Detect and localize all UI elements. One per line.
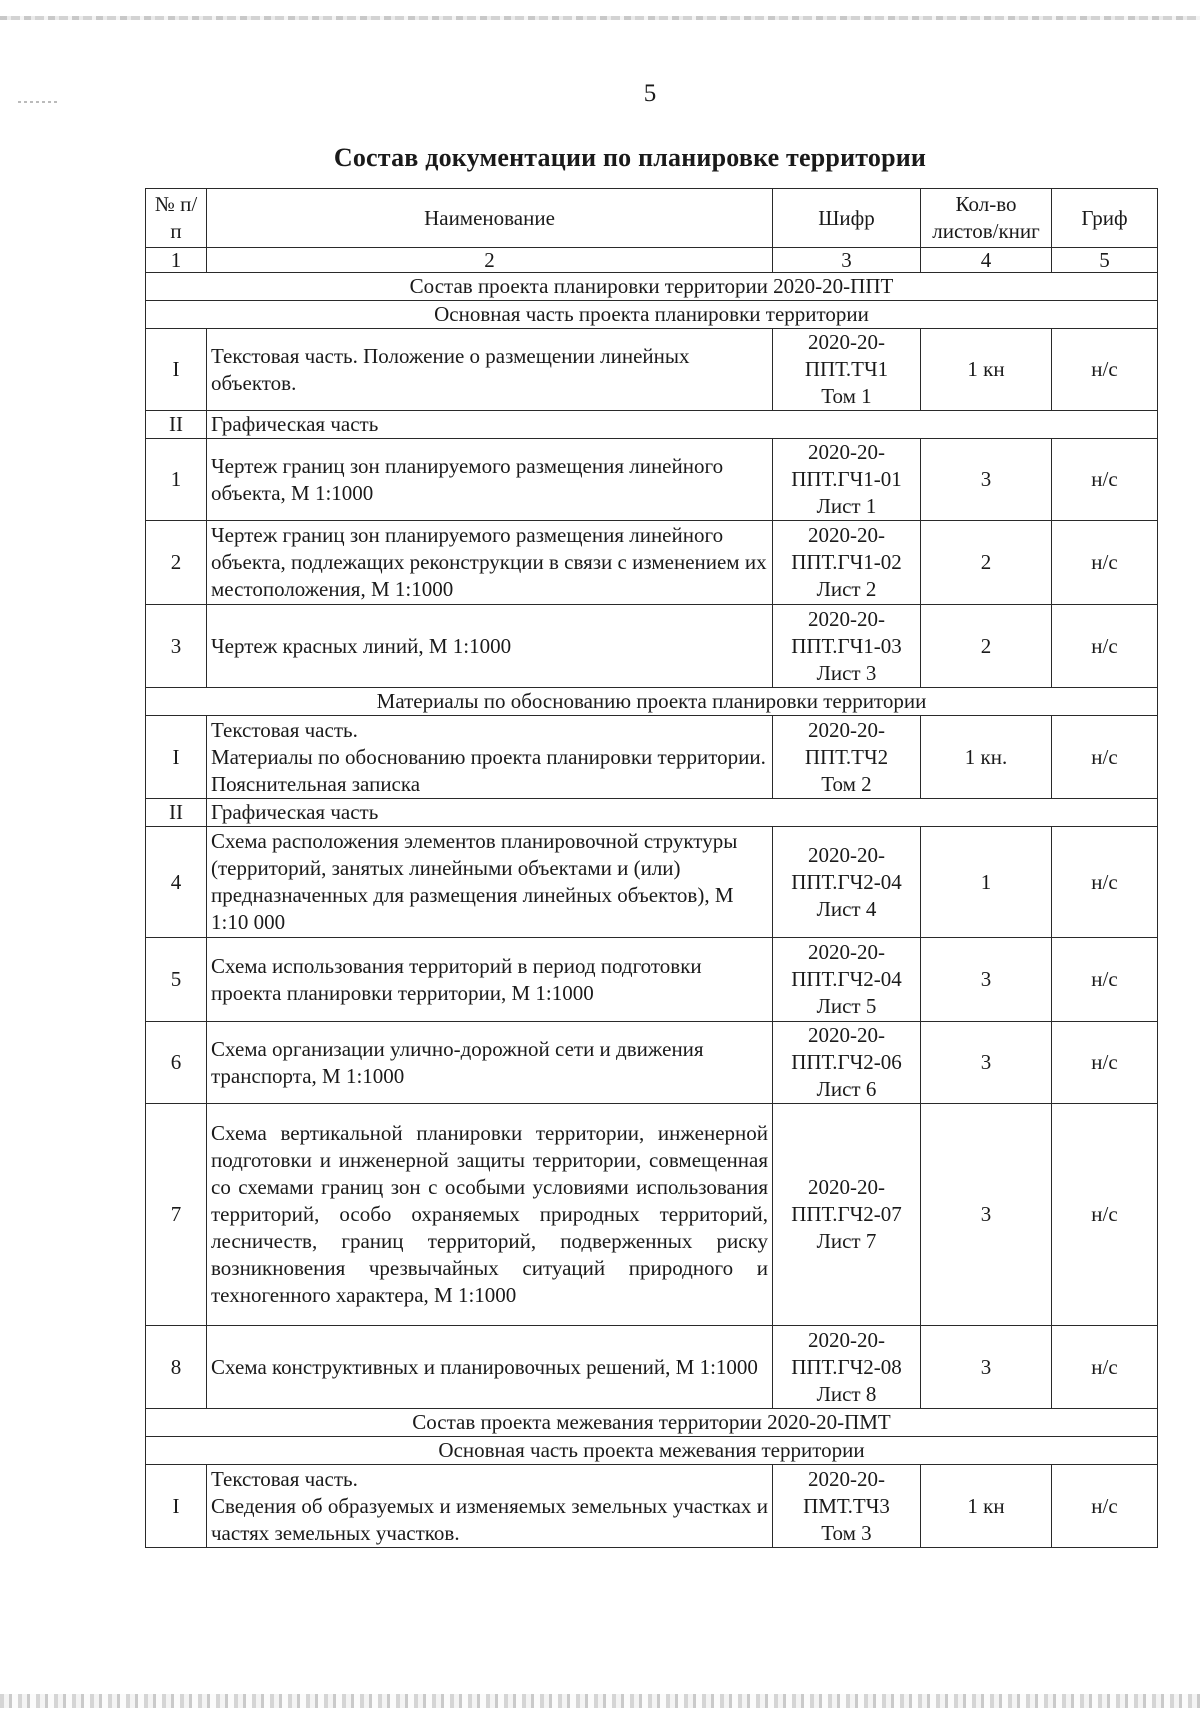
row-qty: 3 [921, 938, 1052, 1022]
subsection-title: Графическая часть [207, 799, 1158, 827]
documentation-table [145, 188, 1158, 1548]
row-number: I [146, 329, 207, 411]
section-title: Материалы по обоснованию проекта планировки территории [146, 688, 1158, 716]
row-cipher: 2020-20- ППТ.ГЧ2-06 Лист 6 [773, 1022, 921, 1104]
row-qty: 1 [921, 827, 1052, 938]
row-qty: 3 [921, 1104, 1052, 1326]
column-number-row [146, 248, 1158, 273]
table-row [146, 521, 1158, 605]
row-number: II [146, 411, 207, 439]
row-name: Схема конструктивных и планировочных решений, М 1:1000 [207, 1326, 773, 1409]
row-grif: н/с [1052, 1022, 1158, 1104]
row-number: 7 [146, 1104, 207, 1326]
table-row [146, 938, 1158, 1022]
section-title: Основная часть проекта межевания территории [146, 1437, 1158, 1465]
row-grif: н/с [1052, 1326, 1158, 1409]
row-name: Чертеж границ зон планируемого размещения линейного объекта, М 1:1000 [207, 439, 773, 521]
scan-edge-top [0, 16, 1200, 20]
row-grif: н/с [1052, 521, 1158, 605]
row-grif: н/с [1052, 938, 1158, 1022]
row-cipher: 2020-20- ППТ.ГЧ1-02 Лист 2 [773, 521, 921, 605]
section-title: Состав проекта межевания территории 2020-20-ПМТ [146, 1409, 1158, 1437]
column-number: 1 [146, 248, 207, 273]
row-name-line: Материалы по обоснованию проекта планировки территории. Пояснительная записка [211, 744, 766, 796]
row-name-line: Текстовая часть. [211, 717, 358, 742]
header-qty: Кол-во листов/книг [921, 189, 1052, 248]
column-number: 4 [921, 248, 1052, 273]
row-name-line: Сведения об образуемых и изменяемых земельных участках и частях земельных участков. [211, 1493, 768, 1545]
table-row [146, 716, 1158, 799]
column-number: 3 [773, 248, 921, 273]
table-row [146, 1326, 1158, 1409]
table-row [146, 439, 1158, 521]
row-cipher: 2020-20- ППТ.ГЧ1-01 Лист 1 [773, 439, 921, 521]
row-grif: н/с [1052, 827, 1158, 938]
table-header-row [146, 189, 1158, 248]
row-number: I [146, 716, 207, 799]
page-number: 5 [643, 80, 657, 107]
row-name: Чертеж границ зон планируемого размещения линейного объекта, подлежащих реконструкции в связи с изменением их местоположения, М 1:1000 [207, 521, 773, 605]
row-name [207, 716, 773, 799]
row-qty: 2 [921, 605, 1052, 688]
row-name: Схема организации улично-дорожной сети и движения транспорта, М 1:1000 [207, 1022, 773, 1104]
row-grif: н/с [1052, 605, 1158, 688]
row-number: I [146, 1465, 207, 1548]
row-grif: н/с [1052, 439, 1158, 521]
section-title: Основная часть проекта планировки территории [146, 301, 1158, 329]
table-row [146, 1465, 1158, 1548]
column-number: 5 [1052, 248, 1158, 273]
row-name: Схема использования территорий в период подготовки проекта планировки территории, М 1:1000 [207, 938, 773, 1022]
row-name: Схема вертикальной планировки территории, инженерной подготовки и инженерной защиты территории, совмещенная со схемами границ зон с особыми условиями использования территорий, особо охраняемых природных территорий, лесничеств, границ территорий, подверженных риску возникновения чрезвычайных ситуаций природного и техногенного характера, М 1:1000 [207, 1104, 773, 1326]
row-number: 6 [146, 1022, 207, 1104]
row-name: Чертеж красных линий, М 1:1000 [207, 605, 773, 688]
row-cipher: 2020-20- ПМТ.ТЧ3 Том 3 [773, 1465, 921, 1548]
header-name: Наименование [207, 189, 773, 248]
row-cipher: 2020-20- ППТ.ГЧ2-04 Лист 4 [773, 827, 921, 938]
row-cipher: 2020-20- ППТ.ТЧ2 Том 2 [773, 716, 921, 799]
table-row [146, 329, 1158, 411]
header-num: № п/п [146, 189, 207, 248]
row-qty: 3 [921, 1326, 1052, 1409]
row-qty: 1 кн [921, 329, 1052, 411]
section-row [146, 688, 1158, 716]
document-title: Состав документации по планировке территории [333, 143, 927, 172]
row-name: Текстовая часть. Положение о размещении линейных объектов. [207, 329, 773, 411]
section-row [146, 301, 1158, 329]
row-number: 5 [146, 938, 207, 1022]
subsection-row [146, 799, 1158, 827]
row-number: II [146, 799, 207, 827]
column-number: 2 [207, 248, 773, 273]
row-cipher: 2020-20- ППТ.ТЧ1 Том 1 [773, 329, 921, 411]
row-qty: 2 [921, 521, 1052, 605]
row-cipher: 2020-20- ППТ.ГЧ2-07 Лист 7 [773, 1104, 921, 1326]
subsection-row [146, 411, 1158, 439]
table-row [146, 1104, 1158, 1326]
header-grif: Гриф [1052, 189, 1158, 248]
table-row [146, 1022, 1158, 1104]
row-number: 3 [146, 605, 207, 688]
table-row [146, 605, 1158, 688]
row-grif: н/с [1052, 1465, 1158, 1548]
scan-edge-bottom [0, 1694, 1200, 1708]
section-title: Состав проекта планировки территории 2020-20-ППТ [146, 273, 1158, 301]
row-qty: 1 кн [921, 1465, 1052, 1548]
subsection-title: Графическая часть [207, 411, 1158, 439]
row-number: 2 [146, 521, 207, 605]
row-number: 1 [146, 439, 207, 521]
row-grif: н/с [1052, 716, 1158, 799]
section-row [146, 1437, 1158, 1465]
row-number: 4 [146, 827, 207, 938]
section-row [146, 1409, 1158, 1437]
row-grif: н/с [1052, 1104, 1158, 1326]
row-name: Схема расположения элементов планировочной структуры (территорий, занятых линейными объектами и (или) предназначенных для размещения линейных объектов), М 1:10 000 [207, 827, 773, 938]
row-qty: 3 [921, 439, 1052, 521]
row-number: 8 [146, 1326, 207, 1409]
row-qty: 1 кн. [921, 716, 1052, 799]
row-name-line: Текстовая часть. [211, 1466, 358, 1491]
row-cipher: 2020-20- ППТ.ГЧ1-03 Лист 3 [773, 605, 921, 688]
header-cipher: Шифр [773, 189, 921, 248]
row-grif: н/с [1052, 329, 1158, 411]
row-cipher: 2020-20- ППТ.ГЧ2-04 Лист 5 [773, 938, 921, 1022]
row-cipher: 2020-20- ППТ.ГЧ2-08 Лист 8 [773, 1326, 921, 1409]
row-name [207, 1465, 773, 1548]
row-qty: 3 [921, 1022, 1052, 1104]
table-row [146, 827, 1158, 938]
section-row [146, 273, 1158, 301]
scan-speck [18, 101, 60, 103]
